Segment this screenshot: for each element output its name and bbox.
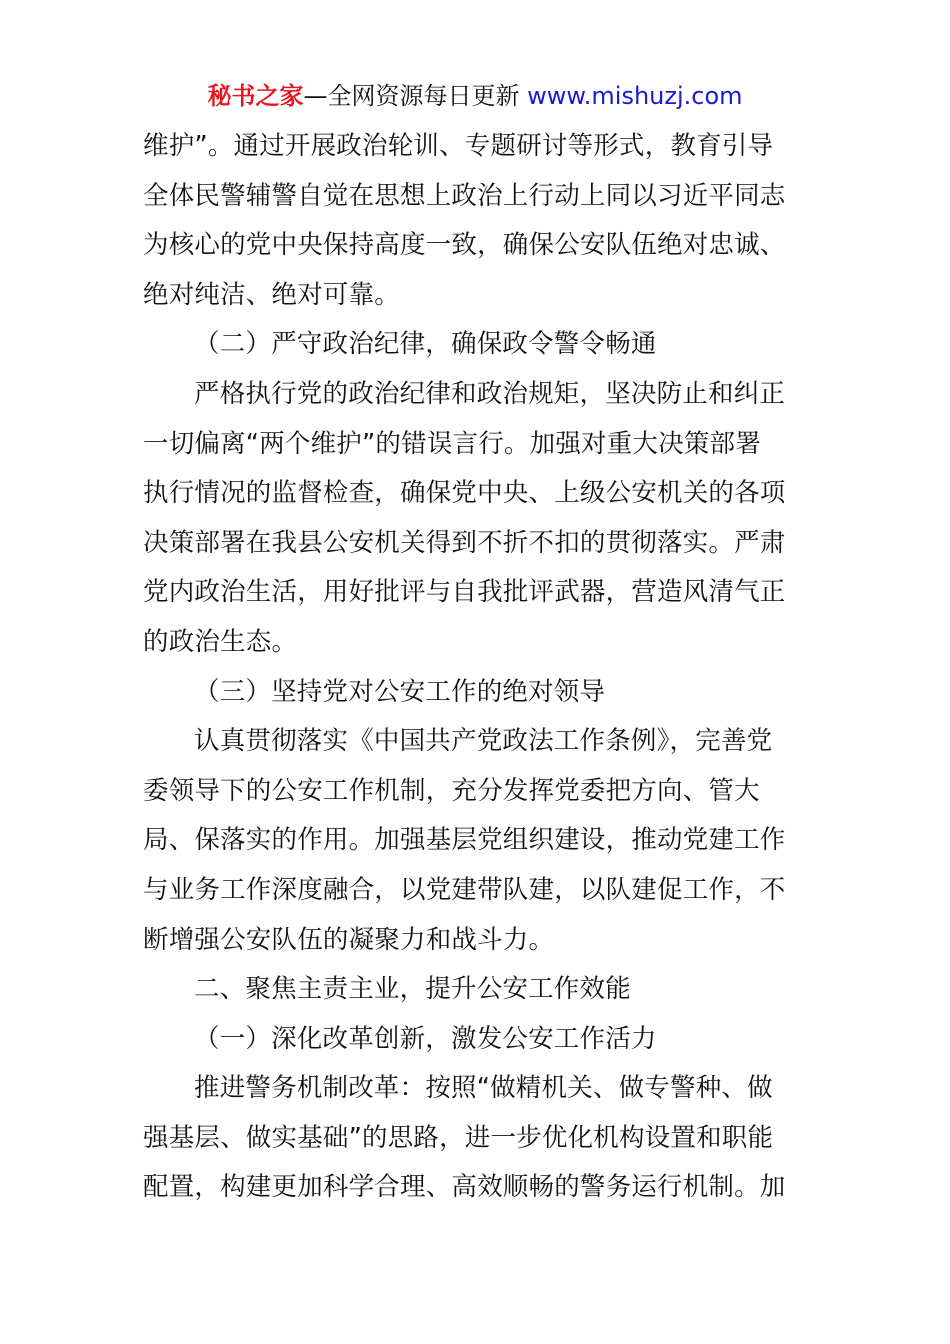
- body-line: 维护”。通过开展政治轮训、专题研讨等形式，教育引导: [143, 131, 774, 161]
- body-line: 决策部署在我县公安机关得到不折不扣的贯彻落实。严肃: [143, 527, 786, 558]
- body-line: 强基层、做实基础”的思路，进一步优化机构设置和职能: [143, 1122, 774, 1153]
- section-heading: （二）严守政治纪律，确保政令警令畅通: [194, 329, 657, 360]
- body-line: 推进警务机制改革：按照“做精机关、做专警种、做: [194, 1073, 773, 1104]
- body-line: 委领导下的公安工作机制，充分发挥党委把方向、管大: [143, 775, 760, 806]
- body-line: 断增强公安队伍的凝聚力和战斗力。: [143, 924, 555, 955]
- body-line: 为核心的党中央保持高度一致，确保公安队伍绝对忠诚、: [143, 230, 786, 261]
- body-line: 执行情况的监督检查，确保党中央、上级公安机关的各项: [143, 478, 786, 509]
- header-url[interactable]: www.mishuzj.com: [527, 82, 743, 110]
- body-line: 与业务工作深度融合，以党建带队建，以队建促工作，不: [143, 874, 786, 905]
- document-body: [143, 122, 809, 1213]
- page-header: [0, 80, 950, 112]
- body-line: 配置，构建更加科学合理、高效顺畅的警务运行机制。加: [143, 1172, 786, 1203]
- body-line: 党内政治生活，用好批评与自我批评武器，营造风清气正: [143, 577, 786, 608]
- body-line: 认真贯彻落实《中国共产党政法工作条例》，完善党: [194, 726, 773, 757]
- body-line: 一切偏离“两个维护”的错误言行。加强对重大决策部署: [143, 428, 761, 459]
- chapter-heading: 二、聚焦主责主业，提升公安工作效能: [194, 974, 631, 1005]
- section-heading: （三）坚持党对公安工作的绝对领导: [194, 676, 606, 707]
- body-line: 绝对纯洁、绝对可靠。: [143, 279, 401, 310]
- body-line: 全体民警辅警自觉在思想上政治上行动上同以习近平同志: [143, 180, 786, 211]
- body-line: 局、保落实的作用。加强基层党组织建设，推动党建工作: [143, 825, 786, 856]
- body-line: 严格执行党的政治纪律和政治规矩，坚决防止和纠正: [194, 378, 786, 409]
- body-line: 的政治生态。: [143, 626, 298, 657]
- brand-name: 秘书之家: [207, 82, 304, 110]
- header-tagline: —全网资源每日更新: [303, 82, 528, 110]
- section-heading: （一）深化改革创新，激发公安工作活力: [194, 1023, 657, 1054]
